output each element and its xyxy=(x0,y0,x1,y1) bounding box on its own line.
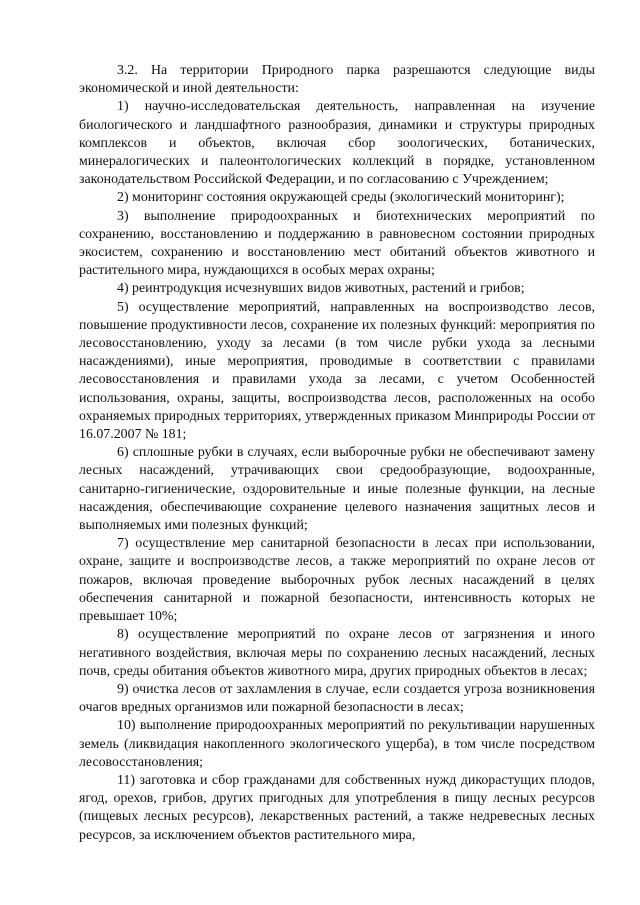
list-item-4: 4) реинтродукция исчезнувших видов животных, растений и грибов; xyxy=(117,281,525,297)
list-item-6: 6) сплошные рубки в случаях, если выборочные рубки не обеспечивают замену лесных насаждений, утрачивающих свои средообразующие, водоохранные, санитарно-гигиенические, оздоровительные и иные полезные функции, на лесные насаждения, обеспечивающие сохранение целевого назначения защитных лесов и выполняемых ими полезных функций; xyxy=(79,445,595,534)
list-item-3: 3) выполнение природоохранных и биотехнических мероприятий по сохранению, восстановлению и поддержанию в равновесном состоянии природных экосистем, сохранению и восстановлению мест обитаний объектов животного и растительного мира, нуждающихся в особых мерах охраны; xyxy=(79,208,595,279)
list-item-1: 1) научно-исследовательская деятельность, направленная на изучение биологического и ландшафтного разнообразия, динамики и структуры природных комплексов и объектов, включая сбор зоологических, ботанических, минералогических и палеонтологических коллекций в порядке, установленном законодательством Российской Федерации, и по согласованию с Учреждением; xyxy=(79,99,595,188)
list-item-8: 8) осуществление мероприятий по охране лесов от загрязнения и иного негативного воздействия, включая меры по сохранению лесных насаждений, лесных почв, среды обитания объектов животного мира, других природных объектов в лесах; xyxy=(79,627,595,679)
list-item-10: 10) выполнение природоохранных мероприятий по рекультивации нарушенных земель (ликвидация накопленного экологического ущерба), в том числе посредством лесовосстановления; xyxy=(79,718,595,770)
list-item-2: 2) мониторинг состояния окружающей среды (экологический мониторинг); xyxy=(117,190,565,206)
list-item-11: 11) заготовка и сбор гражданами для собственных нужд дикорастущих плодов, ягод, орехов, грибов, других пригодных для употребления в пищу лесных ресурсов (пищевых лесных ресурсов), лекарственных растений, а также недревесных лесных ресурсов, за исключением объектов растительного мира, xyxy=(79,772,595,843)
list-item-9: 9) очистка лесов от захламления в случае, если создается угроза возникновения очагов вредных организмов или пожарной безопасности в лесах; xyxy=(79,681,595,716)
section-intro-paragraph: 3.2. На территории Природного парка разрешаются следующие виды экономической и иной деятельности: xyxy=(79,63,595,97)
document-page xyxy=(79,62,595,845)
list-item-5: 5) осуществление мероприятий, направленных на воспроизводство лесов, повышение продуктивности лесов, сохранение их полезных функций: мероприятия по лесовосстановлению, уходу за лесами (в том числе рубки ухода за лесными насаждениями), иные мероприятия, проводимые в соответствии с правилами лесовосстановления и правилами ухода за лесами, с учетом Особенностей использования, охраны, защиты, воспроизводства лесов, расположенных на особо охраняемых природных территориях, утвержденных приказом Минприроды России от 16.07.2007 № 181; xyxy=(79,299,595,443)
list-item-7: 7) осуществление мер санитарной безопасности в лесах при использовании, охране, защите и воспроизводстве лесов, а также мероприятий по охране лесов от пожаров, включая проведение выборочных рубок лесных насаждений в целях обеспечения санитарной и пожарной безопасности, интенсивность которых не превышает 10%; xyxy=(79,536,595,625)
